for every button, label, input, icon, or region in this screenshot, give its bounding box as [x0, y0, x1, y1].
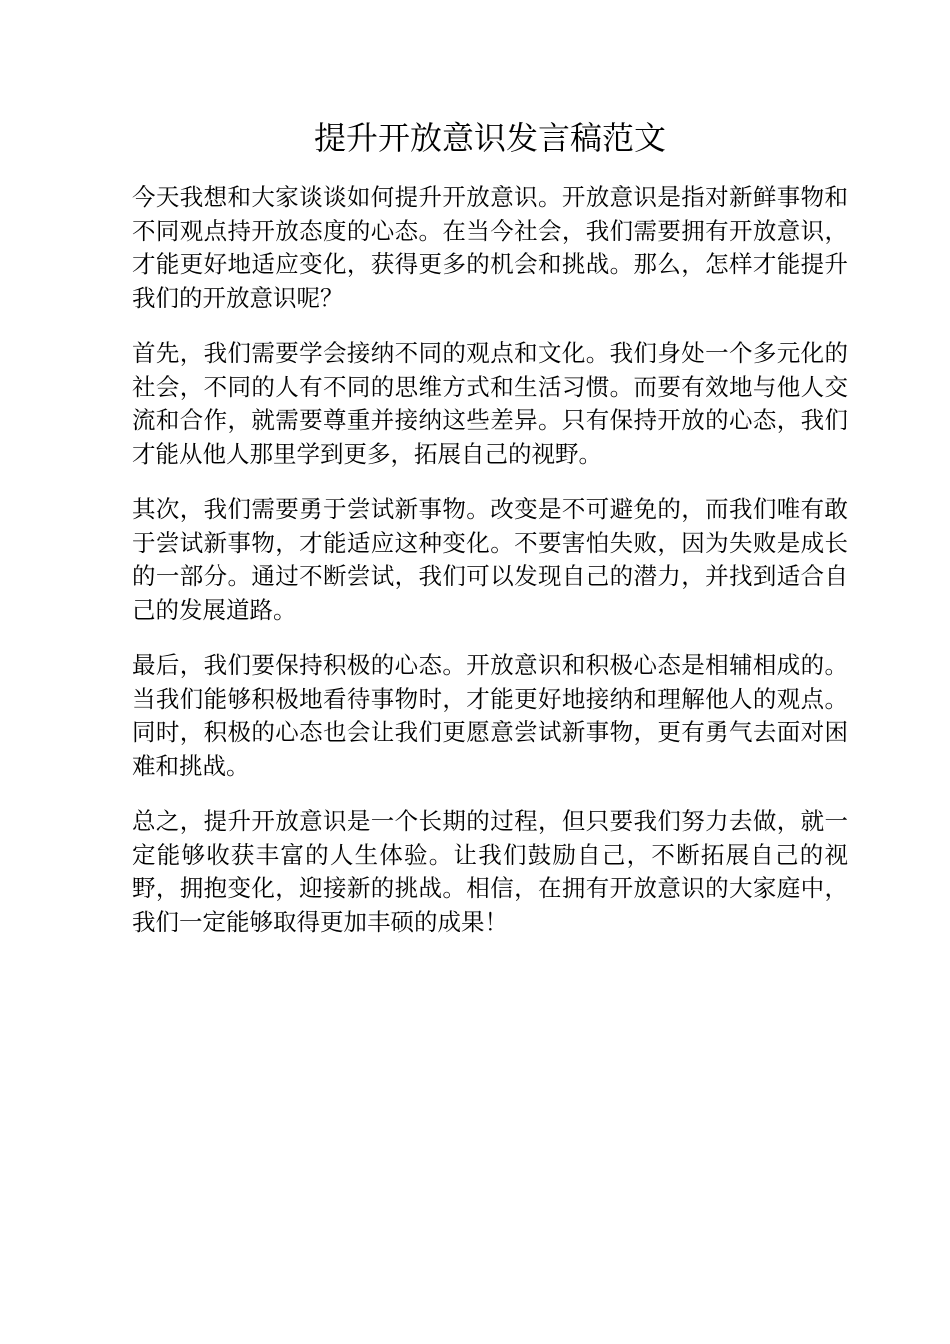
document-title: 提升开放意识发言稿范文 [313, 119, 666, 157]
paragraph-intro: 今天我想和大家谈谈如何提升开放意识。开放意识是指对新鲜事物和不同观点持开放态度的心态。在当今社会，我们需要拥有开放意识，才能更好地适应变化，获得更多的机会和挑战。那么，怎样才能提升我们的开放意识呢？ [132, 183, 848, 312]
paragraph-second: 其次，我们需要勇于尝试新事物。改变是不可避免的，而我们唯有敢于尝试新事物，才能适应这种变化。不要害怕失败，因为失败是成长的一部分。通过不断尝试，我们可以发现自己的潜力，并找到适合自己的发展道路。 [132, 495, 848, 624]
paragraph-conclusion: 总之，提升开放意识是一个长期的过程，但只要我们努力去做，就一定能够收获丰富的人生体验。让我们鼓励自己，不断拓展自己的视野，拥抱变化，迎接新的挑战。相信，在拥有开放意识的大家庭中，我们一定能够取得更加丰硕的成果！ [132, 807, 848, 936]
paragraph-first: 首先，我们需要学会接纳不同的观点和文化。我们身处一个多元化的社会，不同的人有不同的思维方式和生活习惯。而要有效地与他人交流和合作，就需要尊重并接纳这些差异。只有保持开放的心态，我们才能从他人那里学到更多，拓展自己的视野。 [132, 339, 848, 468]
document-body [132, 181, 848, 961]
paragraph-last: 最后，我们要保持积极的心态。开放意识和积极心态是相辅相成的。当我们能够积极地看待事物时，才能更好地接纳和理解他人的观点。同时，积极的心态也会让我们更愿意尝试新事物，更有勇气去面对困难和挑战。 [132, 651, 848, 780]
